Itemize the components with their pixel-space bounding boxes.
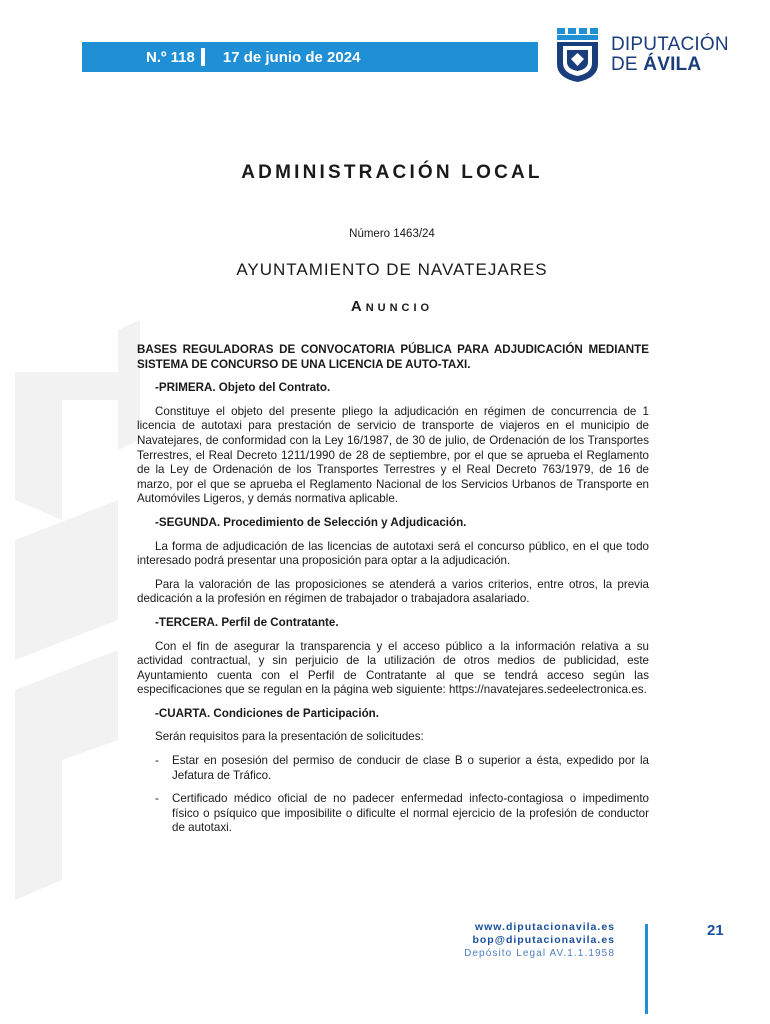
list-item: - Certificado médico oficial de no padecer enfermedad infecto-contagiosa o impedimento físico o psíquico que imposibilite o dificulte el normal ejercicio de la profesión de conductor de autotaxi. [155, 792, 649, 835]
section-title: ADMINISTRACIÓN LOCAL [241, 162, 543, 183]
page-number: 21 [707, 922, 724, 939]
clause-heading: -SEGUNDA. Procedimiento de Selección y Adjudicación. [155, 515, 467, 529]
paragraph: Serán requisitos para la presentación de solicitudes: [155, 730, 424, 744]
paragraph: Para la valoración de las proposiciones se atenderá a varios criterios, entre otros, la previa dedicación a la profesión en régimen de trabajador o trabajadora asalariado. [137, 577, 649, 606]
logo-line-1: DIPUTACIÓN [611, 34, 729, 55]
clause-heading: -PRIMERA. Objeto del Contrato. [155, 381, 331, 395]
list-item-text: Estar en posesión del permiso de conducir de clase B o superior a ésta, expedido por la Jefatura de Tráfico. [172, 754, 649, 782]
list-item-text: Certificado médico oficial de no padecer enfermedad infecto-contagiosa o impedimento físico o psíquico que imposibilite o dificulte el normal ejercicio de la profesión de conductor de autotaxi. [172, 792, 649, 835]
clause-heading: -CUARTA. Condiciones de Participación. [155, 706, 379, 720]
paragraph: La forma de adjudicación de las licencias de autotaxi será el concurso público, en el que todo interesado podrá presentar una proposición para optar a la adjudicación. [137, 539, 649, 568]
paragraph: Constituye el objeto del presente pliego la adjudicación en régimen de concurrencia de 1 licencia de autotaxi para prestación de servicio de transporte de viajeros en el municipio de Navatejares, de conformidad con la Ley 16/1987, de 30 de julio, de Ordenación de los Transportes Terrestres, el Real Decreto 1211/1990 de 28 de septiembre, por el que se aprueba el Reglamento de la Ley de Ordenación de los Transportes Terrestres y el Real Decreto 763/1979, de 16 de marzo, por el que se aprueba el Reglamento Nacional de los Servicios Urbanos de Transporte en Automóviles Ligeros, y demás normativa aplicable. [137, 404, 649, 506]
diputacion-logo [555, 26, 729, 84]
footer-legal-deposit: Depósito Legal AV.1.1.1958 [464, 948, 615, 959]
bulletin-header-bar [82, 42, 538, 72]
bulletin-number: N.º 118 [146, 48, 195, 66]
issuing-body: AYUNTAMIENTO DE NAVATEJARES [236, 260, 548, 279]
document-title: BASES REGULADORAS DE CONVOCATORIA PÚBLICA PARA ADJUDICACIÓN MEDIANTE SISTEMA DE CONCURSO DE UNA LICENCIA DE AUTO-TAXI. [137, 343, 649, 371]
logo-line-2-bold: ÁVILA [643, 54, 702, 75]
footer-website: www.diputacionavila.es [474, 921, 615, 933]
footer-contact [455, 921, 615, 960]
clause-heading: -TERCERA. Perfil de Contratante. [155, 615, 339, 629]
footer-email: bop@diputacionavila.es [472, 934, 615, 946]
bulletin-date: 17 de junio de 2024 [222, 48, 361, 66]
logo-line-2-prefix: DE [611, 54, 644, 75]
requirements-list [137, 754, 649, 836]
announcement-number: Número 1463/24 [349, 228, 435, 240]
footer-divider [645, 924, 648, 1014]
document-body [137, 343, 649, 845]
castle-shield-icon [555, 26, 603, 84]
paragraph: Con el fin de asegurar la transparencia y el acceso público a la información relativa a su actividad contractual, y sin perjuicio de la utilización de otros medios de publicidad, este Ayuntamiento cuenta con el Perfil de Contratante al que se tendrá acceso según las especificaciones que se regulan en la página web siguiente: https://navatejares.sedeelectronica.es. [137, 639, 649, 697]
document-type: Anuncio [350, 298, 434, 315]
header-separator [201, 48, 205, 66]
list-item: - Estar en posesión del permiso de conducir de clase B o superior a ésta, expedido por la Jefatura de Tráfico. [155, 754, 649, 782]
